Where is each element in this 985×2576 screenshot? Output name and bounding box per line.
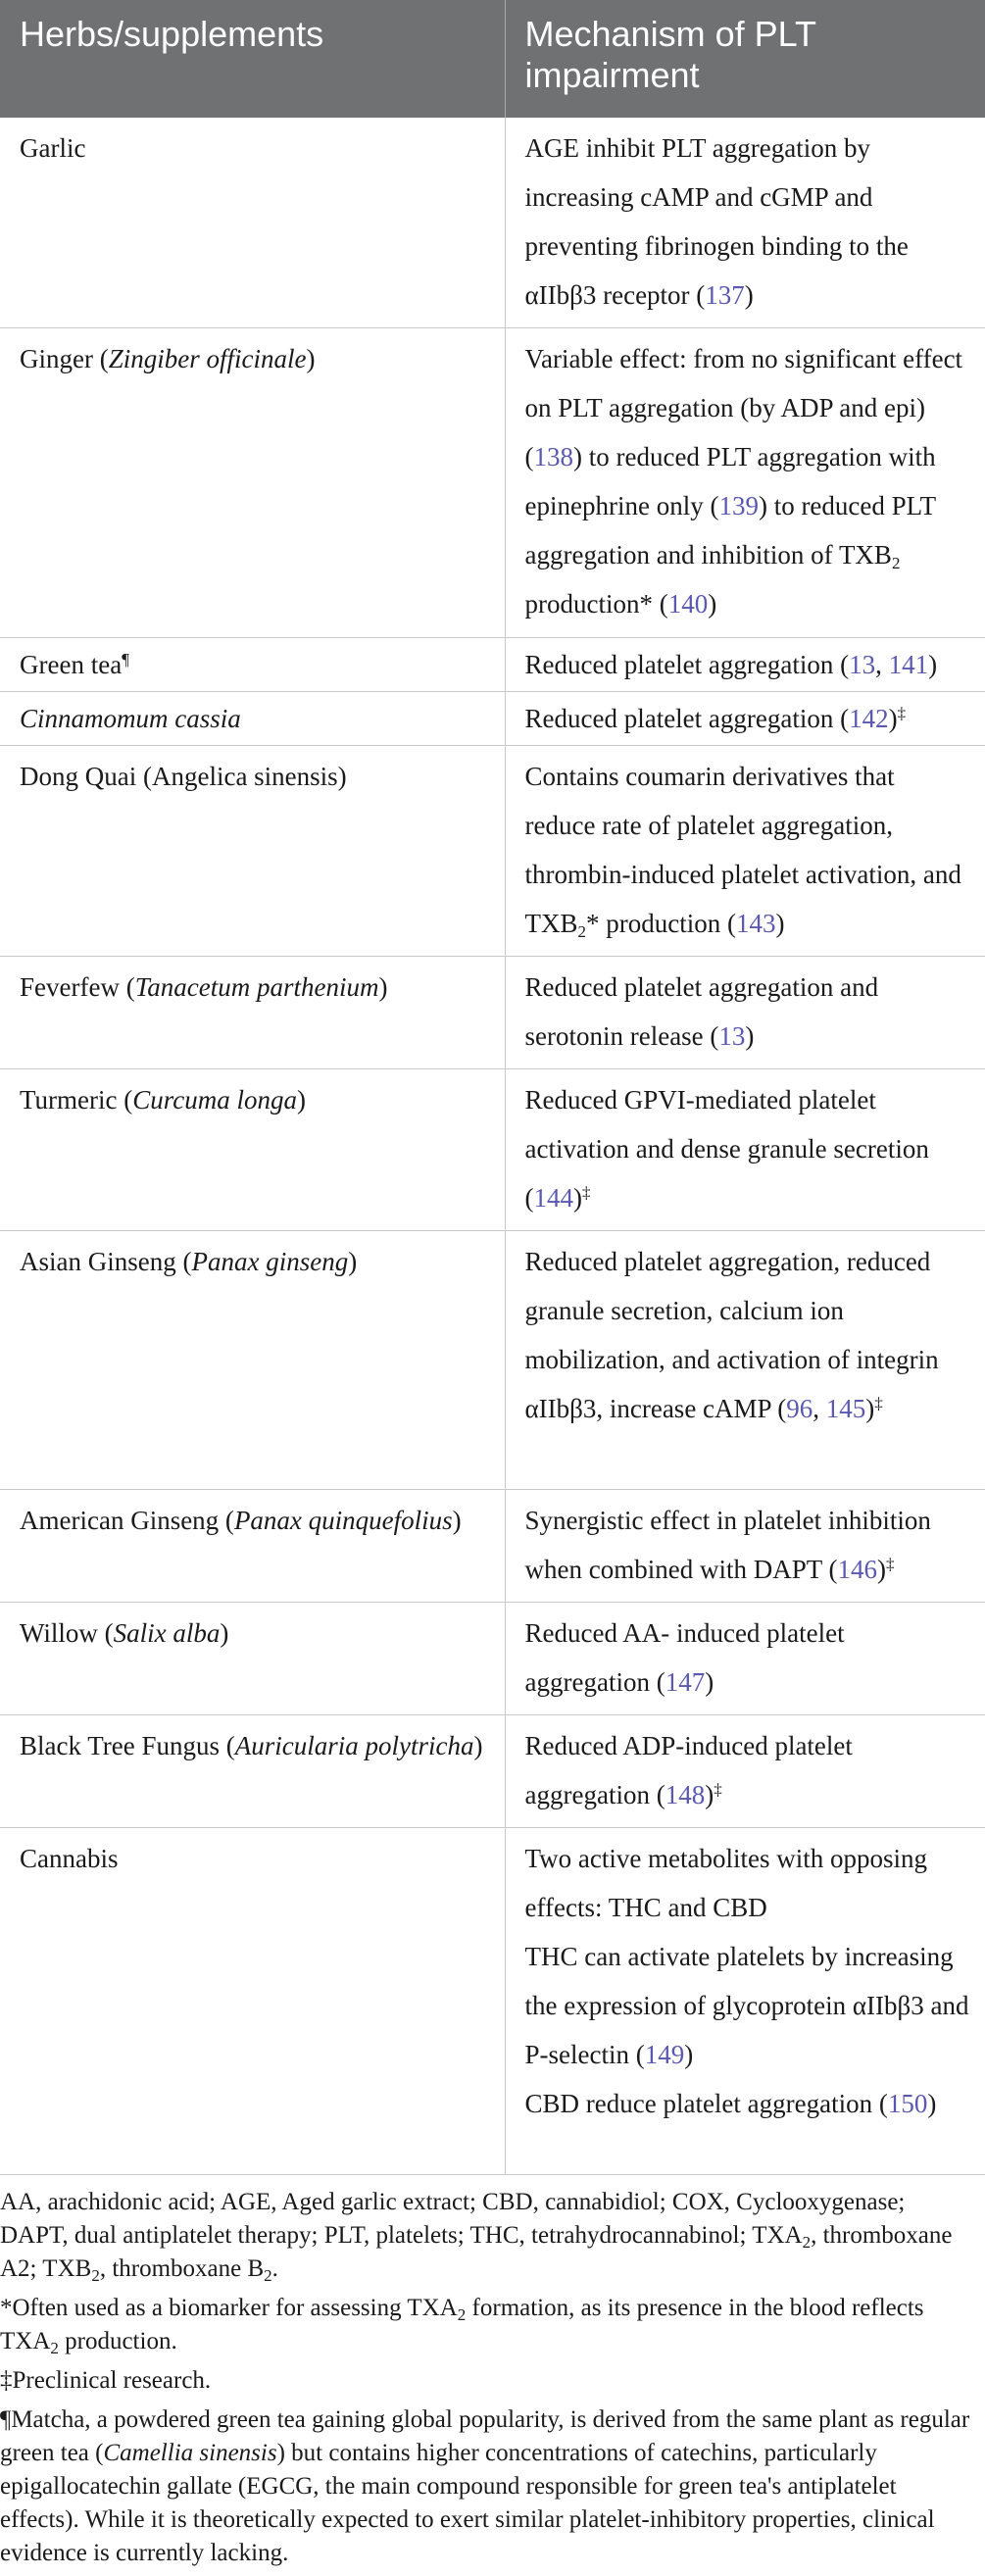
herb-latin-name: Salix alba [113,1618,221,1648]
table-row [0,1231,985,1490]
herb-cell [0,1231,505,1490]
mechanism-text: ) [705,1667,714,1697]
subscript: 2 [891,554,901,572]
mechanism-text: ) to reduced PLT aggregation and inhibition of TXB [524,491,936,570]
mechanism-text: Reduced platelet aggregation, reduced granule secretion, calcium ion mobilization, and activation of integrin αIIbβ3, increase cAMP ( [524,1247,939,1423]
mechanism-cell [505,1715,985,1828]
mechanism-text: Contains coumarin derivatives that reduce rate of platelet aggregation, thrombin-induced platelet activation, and TXB [524,762,961,938]
reference-link[interactable]: 143 [735,909,776,938]
mechanism-text: Reduced platelet aggregation ( [524,650,850,679]
reference-link[interactable]: 137 [705,280,745,310]
herb-latin-name: Zingiber officinale [108,344,307,373]
header-herbs: Herbs/supplements [20,14,324,54]
footnote-mark: ‡ [874,1394,883,1412]
mechanism-cell [505,1231,985,1490]
table-row [0,328,985,638]
mechanism-text: AGE inhibit PLT aggregation by increasing cAMP and cGMP and preventing fibrinogen binding to the αIIbβ3 receptor ( [524,133,909,310]
reference-link[interactable]: 145 [825,1394,866,1423]
subscript: 2 [802,2233,812,2252]
herb-cell [0,1715,505,1828]
table-row [0,638,985,692]
reference-link[interactable]: 144 [533,1183,573,1213]
mechanism-text: ) [927,2089,937,2118]
header-row [0,0,985,118]
herb-name: Asian Ginseng ( [20,1247,192,1276]
mechanism-text: ) [705,1780,714,1809]
mechanism-text: , [875,650,889,679]
herb-cell [0,1069,505,1231]
herb-name: ) [473,1731,483,1760]
note-text: , thromboxane A2; TXB [0,2222,953,2282]
reference-link[interactable]: 139 [718,491,759,520]
herb-name: Feverfew ( [20,972,135,1002]
herb-latin-name: Panax quinquefolius [233,1506,453,1535]
footnote-mark: ¶ [122,650,129,669]
table-row [0,1490,985,1603]
reference-link[interactable]: 141 [888,650,929,679]
dagger-note: ‡Preclinical research. [0,2367,212,2394]
reference-link[interactable]: 149 [644,2040,685,2069]
mechanism-cell [505,118,985,328]
herb-name: Cannabis [20,1844,119,1873]
note-text: *Often used as a biomarker for assessing TXA [0,2295,458,2321]
subscript: 2 [577,922,586,941]
note-text: AA, arachidonic acid; AGE, Aged garlic extract; CBD, cannabidiol; COX, Cyclooxygenase; DAPT, dual antiplatelet therapy; PLT, platelets; THC, tetrahydrocannabinol; TXA [0,2189,906,2249]
mechanism-text: ) [708,589,717,619]
mechanism-text: Reduced ADP-induced platelet aggregation ( [524,1731,853,1809]
pilcrow-note [0,2403,975,2570]
mechanism-paragraph [525,1932,970,2079]
footnote-mark: ‡ [885,1555,895,1573]
table-header [0,0,985,118]
herb-cell [0,328,505,638]
herb-latin-name: Panax ginseng [191,1247,349,1276]
herb-name: ) [378,972,388,1002]
reference-link[interactable]: 146 [837,1555,877,1584]
herb-name: Green tea [20,650,123,679]
herb-cell [0,1603,505,1715]
subscript: 2 [264,2266,272,2285]
reference-link[interactable]: 150 [887,2089,928,2118]
herb-name: Black Tree Fungus ( [20,1731,235,1760]
herb-latin-name: Cinnamomum cassia [20,704,241,733]
reference-link[interactable]: 140 [667,589,709,619]
mechanism-text: ) [744,280,754,310]
abbreviations-note [0,2186,975,2286]
mechanism-text: , [813,1394,826,1423]
mechanism-text: ) [876,1555,886,1584]
herb-name: ) [297,1085,306,1115]
herb-cell [0,638,505,692]
note-text: ¶Matcha, a powdered green tea gaining global popularity, is derived from the same plant as regular green tea ( [0,2406,970,2466]
mechanism-cell [505,1490,985,1603]
herb-name: Willow ( [20,1618,114,1648]
table-row [0,1828,985,2175]
reference-link[interactable]: 148 [665,1780,706,1809]
subscript: 2 [457,2305,467,2324]
mechanism-text: ) [775,909,785,938]
table-row [0,957,985,1069]
mechanism-text: Two active metabolites with opposing effects: THC and CBD [524,1844,928,1922]
reference-link[interactable]: 13 [718,1021,746,1051]
table-footnotes [0,2186,975,2576]
mechanism-text: ) [865,1394,875,1423]
table-row [0,692,985,746]
herb-latin-name: Curcuma longa [132,1085,297,1115]
herb-name: ) [452,1506,462,1535]
herb-name: Ginger ( [20,344,109,373]
footnote-mark: ‡ [714,1780,722,1799]
herb-name: Dong Quai (Angelica sinensis) [20,762,347,791]
herb-name: Turmeric ( [20,1085,133,1115]
mechanism-cell [505,957,985,1069]
mechanism-text: ) [928,650,938,679]
mechanism-cell [505,1069,985,1231]
mechanism-text: Reduced platelet aggregation ( [524,704,850,733]
mechanism-text: ) to reduced PLT aggregation with epinephrine only ( [524,442,936,520]
note-text: , thromboxane B [99,2255,265,2282]
asterisk-note [0,2292,975,2358]
reference-link[interactable]: 147 [665,1667,706,1697]
reference-link[interactable]: 96 [786,1394,813,1423]
mechanism-text: ) [573,1183,582,1213]
herb-cell [0,1490,505,1603]
latin-name: Camellia sinensis [103,2440,277,2466]
mechanism-cell [505,1828,985,2175]
herb-name: ) [348,1247,358,1276]
note-text: production. [58,2328,177,2354]
herb-name: Garlic [20,133,86,163]
herb-cell [0,692,505,746]
subscript: 2 [91,2266,100,2285]
table-row [0,746,985,957]
footnote-mark: ‡ [582,1183,591,1202]
mechanism-cell [505,328,985,638]
reference-link[interactable]: 138 [533,442,573,471]
mechanism-text: production* ( [524,589,668,619]
footnote-mark: ‡ [897,704,907,722]
reference-link[interactable]: 13 [849,650,876,679]
mechanism-text: THC can activate platelets by increasing the expression of glycoprotein αIIbβ3 and P-selectin ( [524,1942,969,2069]
herb-cell [0,746,505,957]
mechanism-text: Reduced platelet aggregation and serotonin release ( [524,972,879,1051]
header-mechanism: Mechanism of PLT impairment [505,0,985,118]
mechanism-text: CBD reduce platelet aggregation ( [524,2089,888,2118]
herb-latin-name: Auricularia polytricha [234,1731,474,1760]
mechanism-cell [505,1603,985,1715]
mechanism-cell [505,692,985,746]
mechanism-text: Synergistic effect in platelet inhibition when combined with DAPT ( [524,1506,931,1584]
mechanism-text: ) [888,704,898,733]
mechanism-text: Reduced GPVI-mediated platelet activation and dense granule secretion ( [524,1085,929,1213]
mechanism-cell [505,638,985,692]
table-row [0,118,985,328]
herb-cell [0,1828,505,2175]
subscript: 2 [50,2339,59,2357]
note-text: ) but contains higher concentrations of catechins, particularly epigallocatechin gallate (EGCG, the main compound responsible for green tea's antiplatelet effects). While it is theoretically expected to exert similar platelet-inhibitory properties, clinical evidence is currently lacking. [0,2440,935,2566]
note-text: formation, as its presence in the blood reflects TXA [0,2295,924,2354]
herb-name: ) [306,344,316,373]
mechanism-text: ) [745,1021,755,1051]
mechanism-cell [505,746,985,957]
note-text: . [271,2255,278,2282]
mechanism-text: * production ( [586,909,736,938]
table-row [0,1069,985,1231]
mechanism-text: ) [684,2040,694,2069]
herb-cell [0,957,505,1069]
herb-name: American Ginseng ( [20,1506,234,1535]
herb-name: ) [220,1618,229,1648]
table-row [0,1603,985,1715]
mechanism-text: Reduced AA- induced platelet aggregation ( [524,1618,845,1697]
mechanism-text: Variable effect: from no significant effect on PLT aggregation (by ADP and epi) ( [524,344,963,471]
herb-cell [0,118,505,328]
herb-latin-name: Tanacetum parthenium [134,972,379,1002]
table-body [0,118,985,2175]
reference-link[interactable]: 142 [849,704,889,733]
mechanism-paragraph [525,2079,970,2128]
table-row [0,1715,985,1828]
